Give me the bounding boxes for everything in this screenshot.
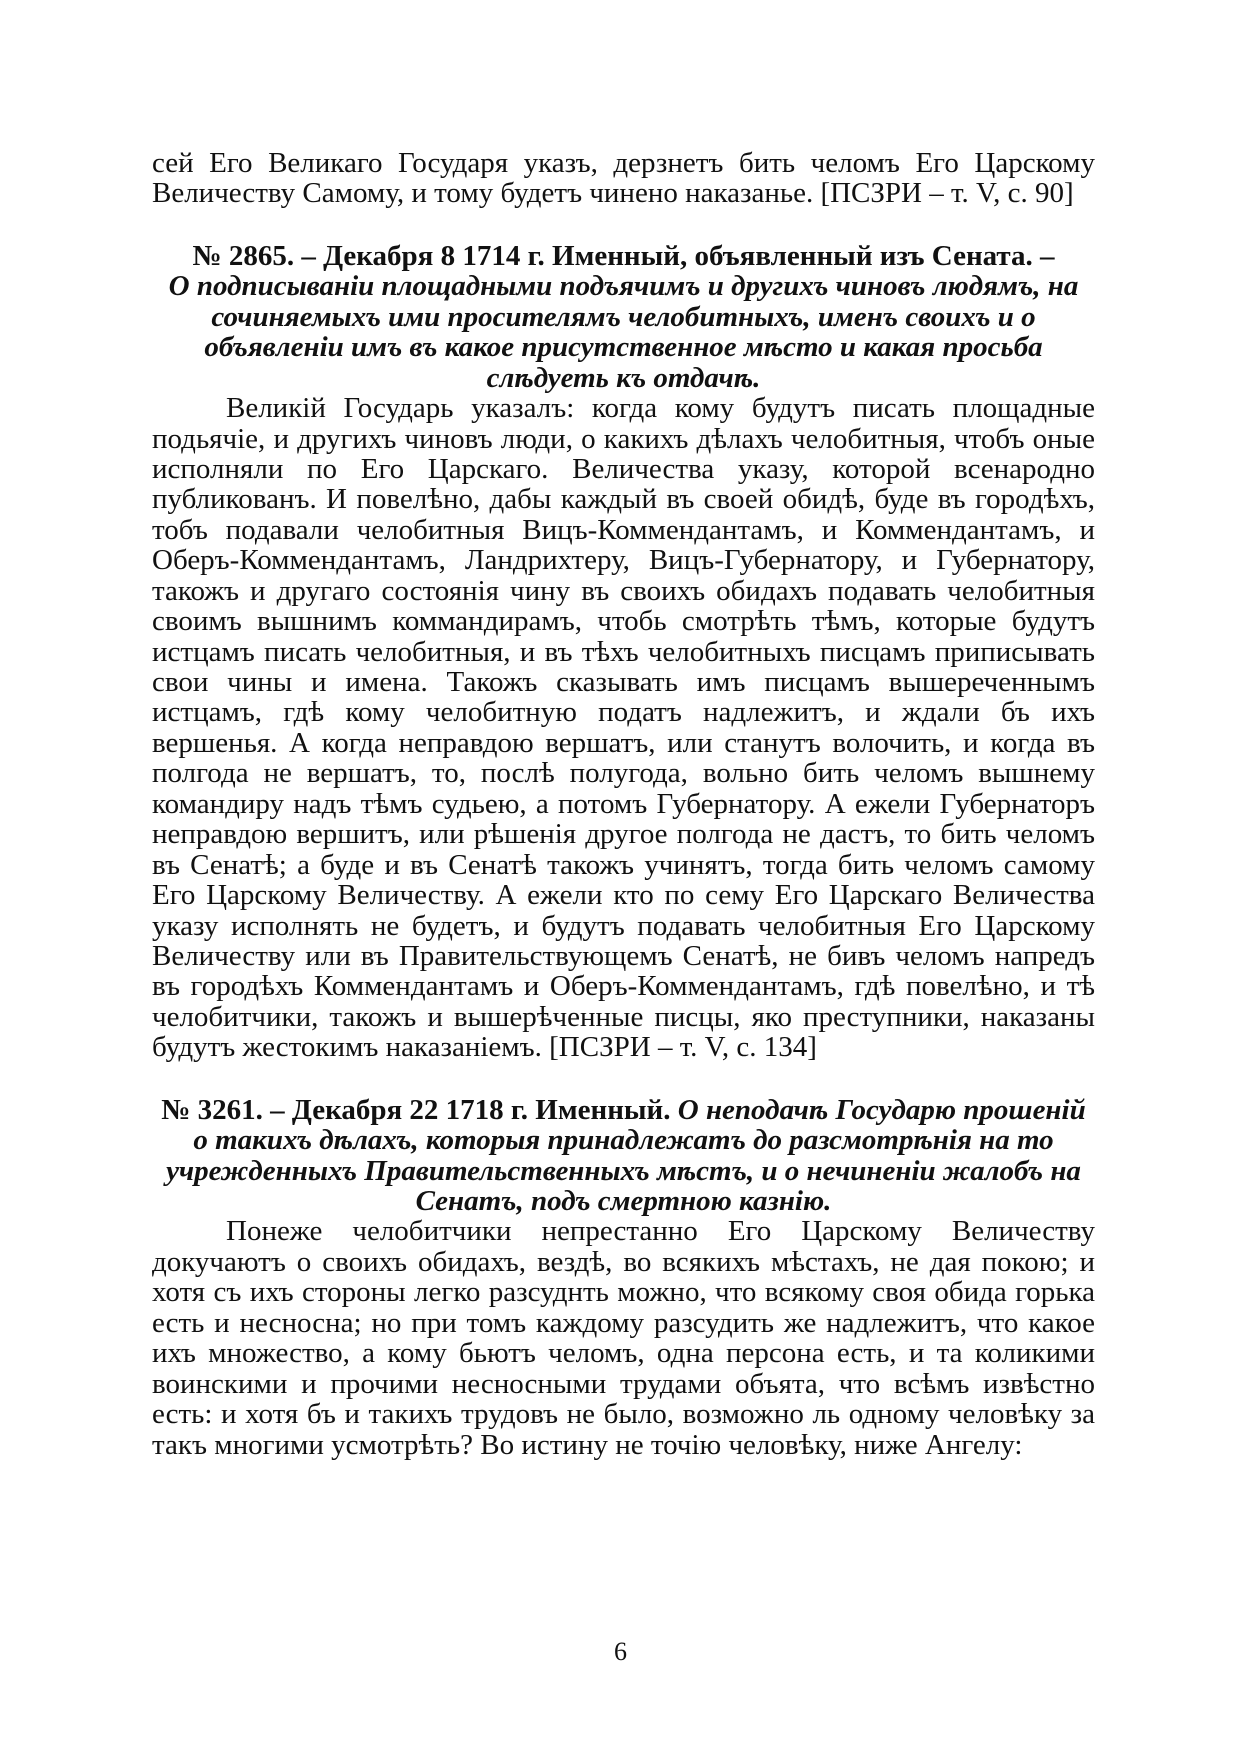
decree-body: Великій Государь указалъ: когда кому будутъ писать площадные подьячіе, и другихъ чиновъ люди, о какихъ дѣлахъ челобитныя, чтобъ оные исполняли по Его Царскаго. Величества указу, которой всенародно публикованъ. И повелѣно, дабы каждый въ своей обидѣ, буде въ городѣхъ, тобъ подавали челобитныя Вицъ-Коммендантамъ, и Коммендантамъ, и Оберъ-Коммендантамъ, Ландрихтеру, Вицъ-Губернатору, и Губернатору, такожъ и другаго состоянія чину въ своихъ обидахъ подавать челобитныя своимъ вышнимъ коммандирамъ, чтобь смотрѣть тѣмъ, которые будутъ истцамъ писать челобитныя, и въ тѣхъ челобитныхъ писцамъ приписывать свои чины и имена. Такожъ сказывать имъ писцамъ вышереченнымъ истцамъ, гдѣ кому челобитную податъ надлежитъ, и ждали бъ ихъ вершенья. А когда неправдою вершатъ, или станутъ волочить, и когда въ полгода не вершатъ, то, послѣ полугода, вольно бить челомъ вышнему командиру надъ тѣмъ судьею, а потомъ Губернатору. А ежели Губернаторъ неправдою вершитъ, или рѣшенія другое полгода не дастъ, то бить челомъ въ Сенатѣ; а буде и въ Сенатѣ такожъ учинятъ, тогда бить челомъ самому Его Царскому Величеству. А ежели кто по сему Его Царскаго Величества указу исполнять не будетъ, и будутъ подавать челобитныя Его Царскому Величеству или въ Правительствующемъ Сенатѣ, не бивъ челомъ напредъ въ городѣхъ Коммендантамъ и Оберъ-Коммендантамъ, гдѣ повелѣно, и тѣ челобитчики, такожъ и вышерѣченные писцы, яко преступники, наказаны будутъ жестокимъ наказаніемъ. [ПСЗРИ – т. V, с. 134] (152, 392, 1095, 1064)
intro-paragraph: сей Его Великаго Государя указъ, дерзнетъ бить челомъ Его Царскому Величеству Самому, и тому будетъ чинено наказанье. [ПСЗРИ – т. V, с. 90] (152, 147, 1095, 210)
decree-number-heading: № 2865. – Декабря 8 1714 г. Именный, объявленный изъ Сената. – (192, 239, 1055, 272)
decree-2865 (152, 241, 1095, 1063)
page-number: 6 (614, 1637, 627, 1666)
decree-title: О подписываніи площадными подъячимъ и другихъ чиновъ людямъ, на сочиняемыхъ ими просителямъ челобитныхъ, именъ своихъ и о объявленіи имъ въ какое присутственное мѣсто и какая просьба слѣдуеть къ отдачѣ. (168, 270, 1079, 394)
decree-title: О неподачѣ Государю прошеній о такихъ дѣлахъ, которыя принадлежатъ до разсмотрѣнія на то учрежденныхъ Правительственныхъ мѣстъ, и о нечиненіи жалобъ на Сенатъ, подъ смертною казнію. (166, 1093, 1086, 1217)
decree-body: Понеже челобитчики непрестанно Его Царскому Величеству докучаютъ о своихъ обидахъ, вездѣ, во всякихъ мѣстахъ, не дая покою; и хотя съ ихъ стороны легко разсуднть можно, что всякому своя обида горька есть и несносна; но при томъ каждому разсудить же надлежитъ, что какое ихъ множество, а кому бьютъ челомъ, одна персона есть, и та коликими воинскими и прочими несносными трудами объята, что всѣмъ извѣстно есть: и хотя бъ и такихъ трудовъ не было, возможно ль одному человѣку за такъ многими усмотрѣть? Во истину не точію человѣку, ниже Ангелу: (152, 1215, 1095, 1461)
decree-heading (152, 1095, 1095, 1217)
decree-heading (152, 241, 1095, 393)
decree-3261 (152, 1095, 1095, 1460)
decree-number-heading: № 3261. – Декабря 22 1718 г. Именный. (161, 1093, 671, 1126)
